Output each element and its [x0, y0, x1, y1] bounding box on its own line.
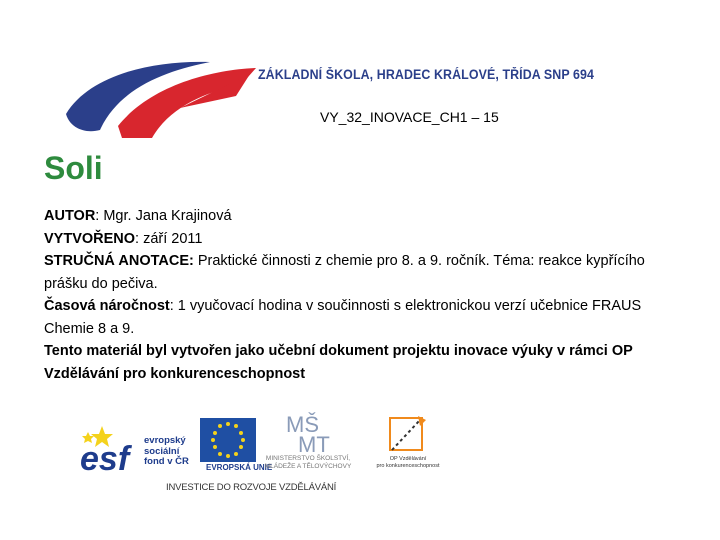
esf-label-line3: fond v ČR [144, 456, 189, 467]
eu-label: EVROPSKÁ UNIE [206, 463, 273, 472]
annotation-label: STRUČNÁ ANOTACE: [44, 253, 194, 269]
created-value: : září 2011 [135, 230, 203, 247]
author-line [44, 205, 674, 228]
annotation-value: Praktické činnosti z chemie pro 8. a 9. ročník. Téma: reakce kypřícího prášku do pečiva. [44, 253, 645, 292]
created-line [44, 228, 674, 251]
annotation-line [44, 250, 674, 295]
msmt-label-line1: MINISTERSTVO ŠKOLSTVÍ, [265, 455, 351, 462]
time-line [44, 295, 674, 340]
svg-text:MT: MT [298, 432, 330, 454]
school-logo [60, 56, 260, 140]
op-label [368, 456, 448, 469]
time-value: : 1 vyučovací hodina v součinnosti s elektronickou verzí učebnice FRAUS Chemie 8 a 9. [44, 298, 642, 337]
document-info [44, 205, 674, 385]
author-label: AUTOR [44, 208, 96, 224]
project-note: Tento materiál byl vytvořen jako učební dokument projektu inovace výuky v rámci OP Vzdělávání pro konkurenceschopnost [44, 343, 633, 382]
op-label-line1: OP Vzdělávání [389, 456, 427, 462]
op-label-line2: pro konkurenceschopnost [376, 462, 440, 469]
msmt-label [256, 455, 360, 470]
page-title: Soli [44, 150, 103, 186]
school-name: ZÁKLADNÍ ŠKOLA, HRADEC KRÁLOVÉ, TŘÍDA SNP 694 [258, 67, 595, 82]
funding-logos [70, 408, 670, 498]
svg-text:MŠ: MŠ [286, 412, 319, 437]
svg-text:esf: esf [80, 440, 130, 478]
esf-label [144, 436, 189, 468]
msmt-logo [284, 408, 344, 454]
op-logo [386, 414, 428, 454]
document-code: VY_32_INOVACE_CH1 – 15 [320, 109, 499, 125]
created-label: VYTVOŘENO [44, 230, 136, 247]
investice-label: INVESTICE DO ROZVOJE VZDĚLÁVÁNÍ [166, 482, 337, 493]
msmt-label-line2: MLÁDEŽE A TĚLOVÝCHOVY [264, 462, 352, 470]
time-label: Časová náročnost [44, 298, 170, 314]
esf-label-line1: evropský [144, 435, 186, 446]
esf-label-line2: sociální [144, 445, 180, 457]
author-value: : Mgr. Jana Krajinová [95, 208, 232, 224]
